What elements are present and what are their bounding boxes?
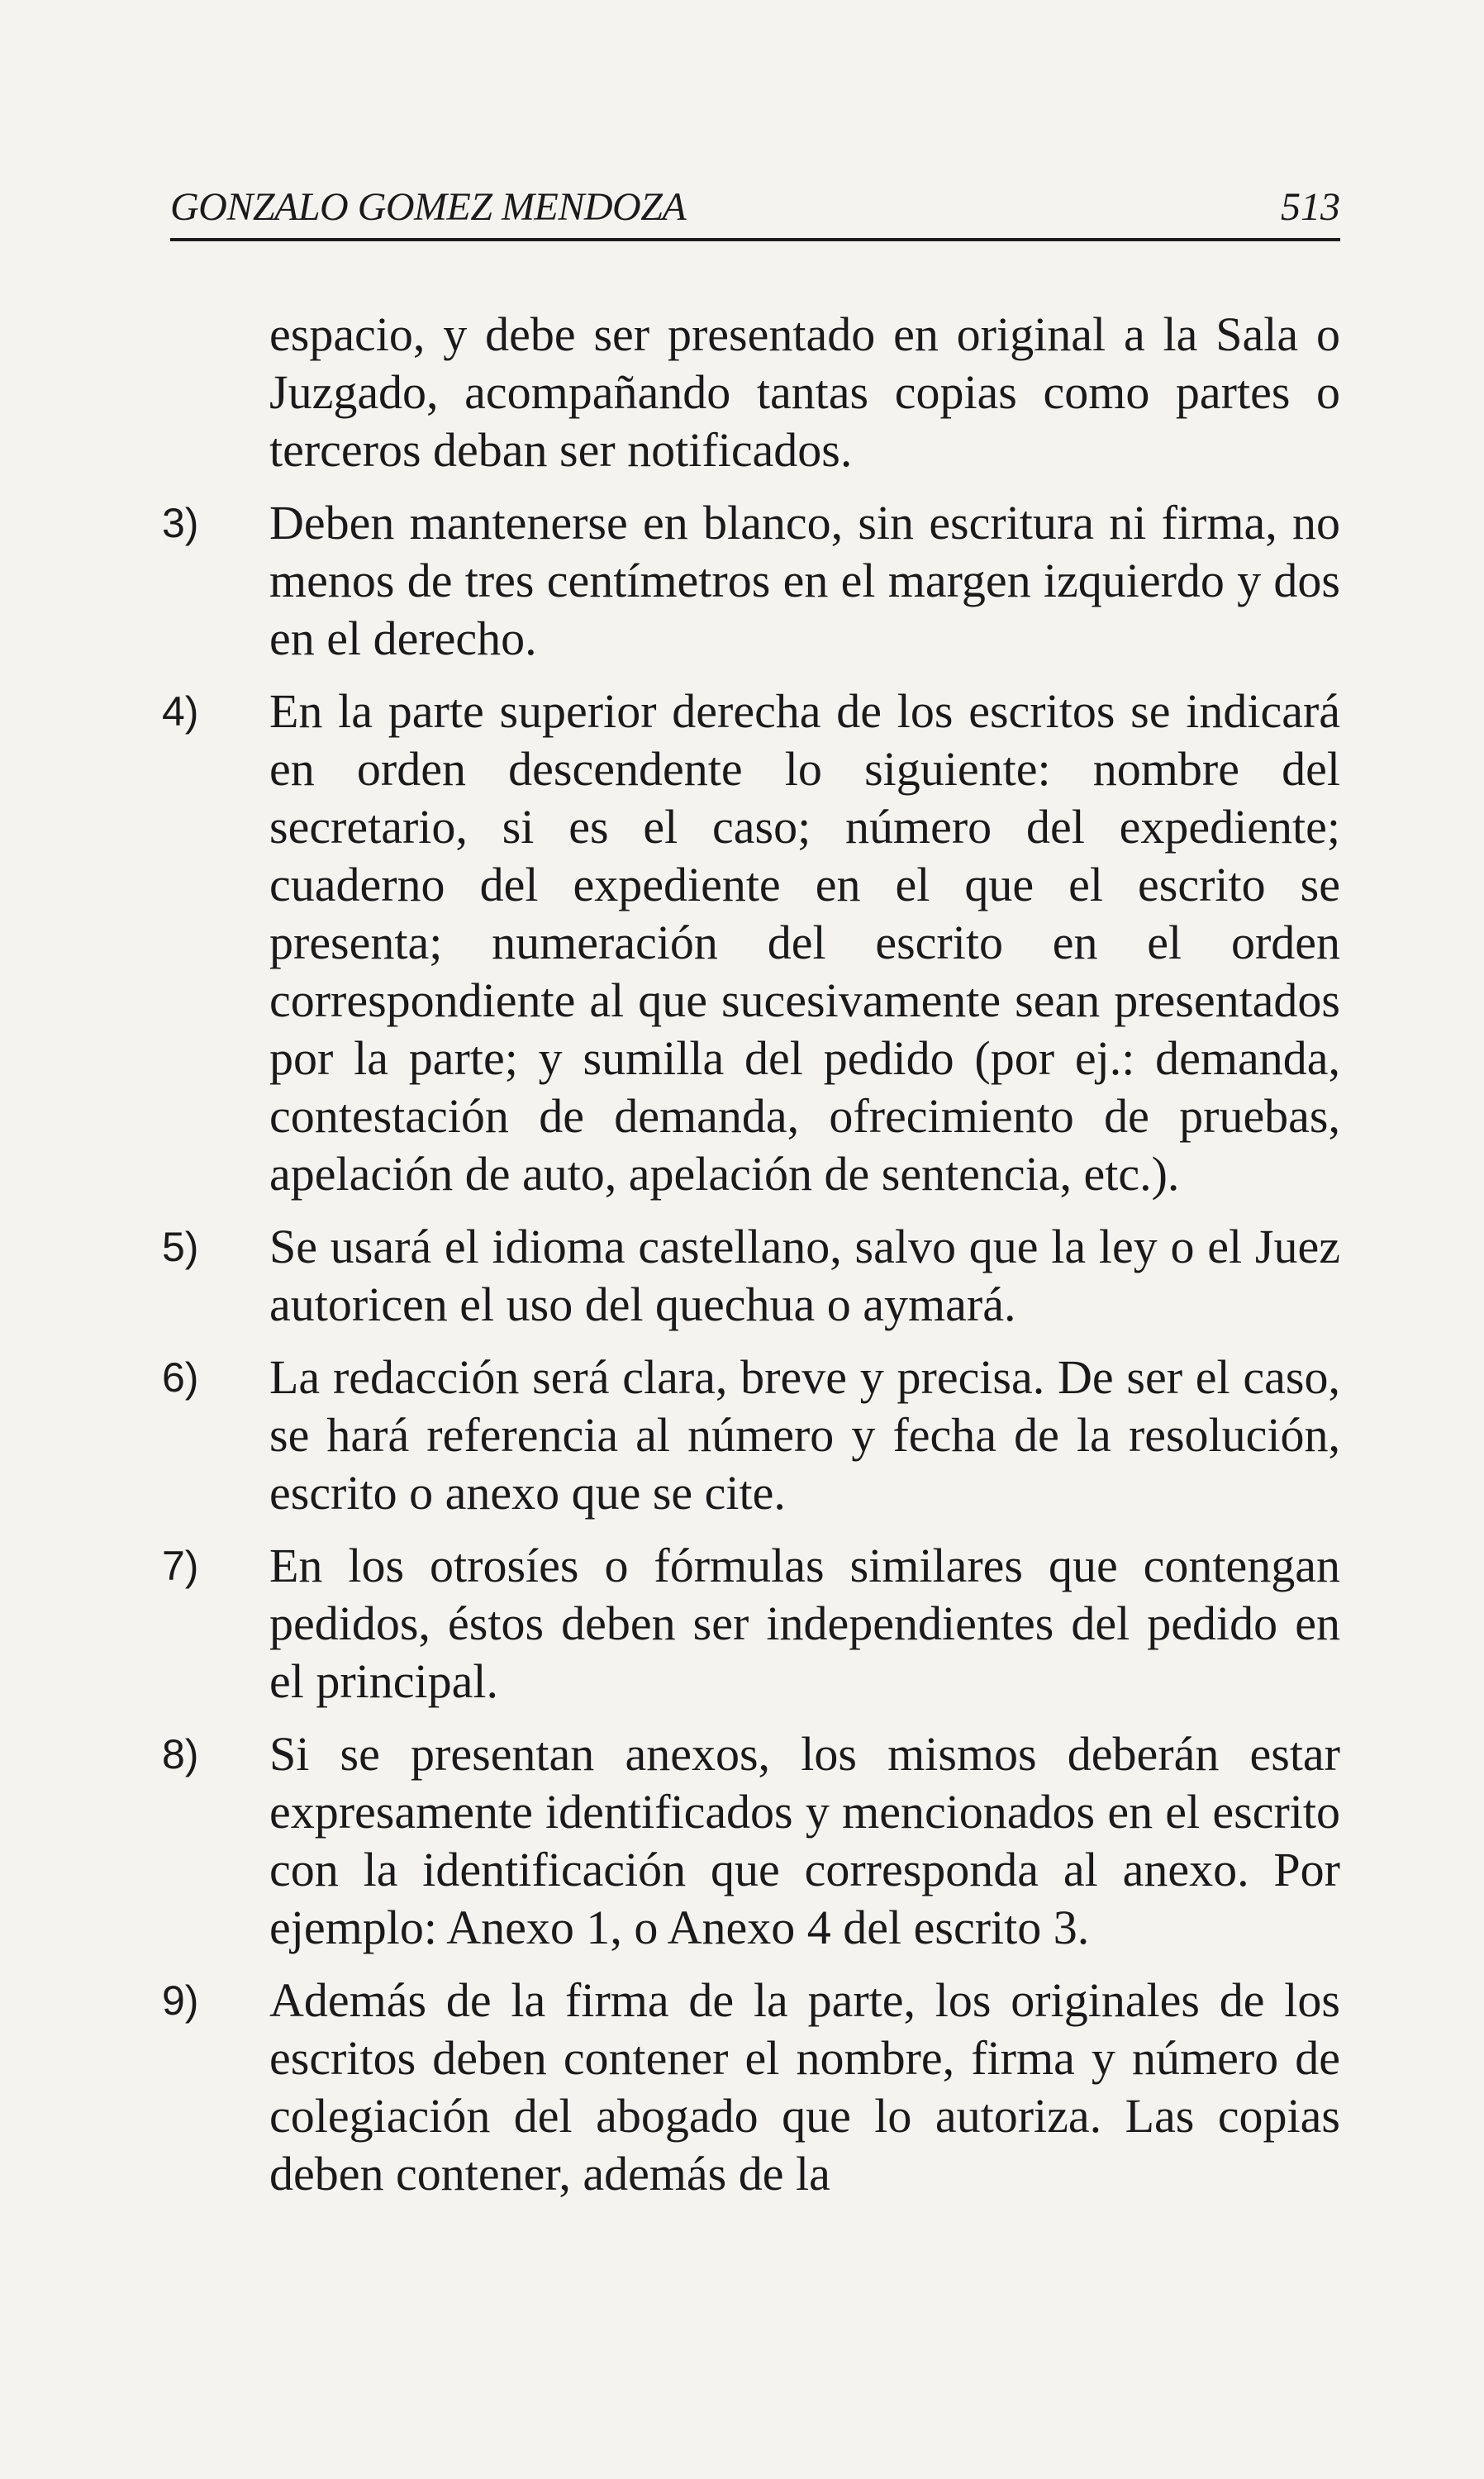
continuation-paragraph: espacio, y debe ser presentado en original a la Sala o Juzgado, acompañando tantas copias como partes o terceros deban ser notificados. [269,307,1340,477]
item-text: En la parte superior derecha de los escritos se indicará en orden descendente lo siguiente: nombre del secretario, si es el caso; número del expediente; cuaderno del expediente en el que el escrito se presenta; numeración del escrito en el orden correspondiente al que sucesivamente sean presentados por la parte; y sumilla del pedido (por ej.: demanda, contestación de demanda, ofrecimiento de pruebas, apelación de auto, apelación de sentencia, etc.). [269,684,1340,1201]
list-item [162,494,1340,668]
item-text: La redacción será clara, breve y precisa. De ser el caso, se hará referencia al número y fecha de la resolución, escrito o anexo que se cite. [269,1350,1340,1520]
item-text: Si se presentan anexos, los mismos deberán estar expresamente identificados y mencionados en el escrito con la identificación que corresponda al anexo. Por ejemplo: Anexo 1, o Anexo 4 del escrito 3. [269,1727,1340,1954]
item-text: Además de la firma de la parte, los originales de los escritos deben contener el nombre, firma y número de colegiación del abogado que lo autoriza. Las copias deben contener, además de la [269,1973,1340,2201]
item-number: 4) [162,688,199,735]
page-header [170,180,1340,241]
list-item [162,1218,1340,1334]
page-number: 513 [1281,185,1340,229]
list-item [162,1349,1340,1522]
item-number: 3) [162,500,199,546]
item-number: 7) [162,1543,199,1589]
list-item [162,683,1340,1203]
item-number: 5) [162,1224,199,1270]
list-item [162,1537,1340,1711]
item-number: 8) [162,1731,199,1777]
list-item [162,1725,1340,1957]
item-text: Se usará el idioma castellano, salvo que la ley o el Juez autoricen el uso del quechua o aymará. [269,1220,1340,1331]
running-head: GONZALO GOMEZ MENDOZA [170,185,687,229]
item-number: 9) [162,1977,199,2024]
page-body [162,306,1340,2203]
item-text: Deben mantenerse en blanco, sin escritura ni firma, no menos de tres centímetros en el margen izquierdo y dos en el derecho. [269,496,1340,665]
list-item [162,1972,1340,2203]
item-text: En los otrosíes o fórmulas similares que contengan pedidos, éstos deben ser independientes del pedido en el principal. [269,1539,1340,1708]
item-number: 6) [162,1354,199,1401]
